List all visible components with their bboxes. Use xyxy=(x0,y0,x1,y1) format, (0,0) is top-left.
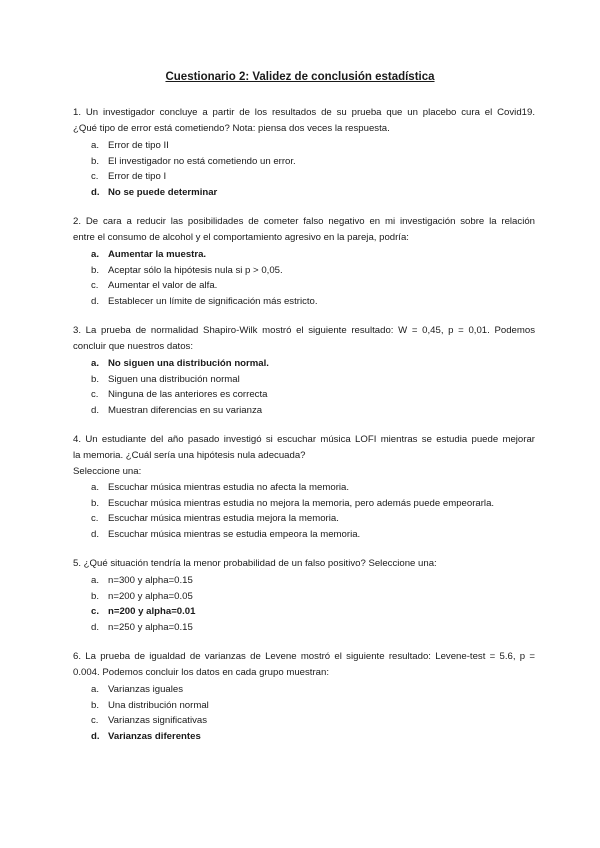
question-4-option-b[interactable]: b. Escuchar música mientras estudia no mejora la memoria, pero además puede empeorarla. xyxy=(91,498,495,509)
question-6-option-b[interactable]: b. Una distribución normal xyxy=(91,700,209,711)
question-2-option-b[interactable]: b. Aceptar sólo la hipótesis nula si p > 0,05. xyxy=(91,265,283,276)
question-5-option-c[interactable]: c. n=200 y alpha=0.01 xyxy=(91,606,196,617)
question-6-option-d[interactable]: d. Varianzas diferentes xyxy=(91,731,201,742)
question-4-option-c[interactable]: c. Escuchar música mientras estudia mejora la memoria. xyxy=(91,513,339,524)
question-4-line-2: la memoria. ¿Cuál sería una hipótesis nula adecuada? xyxy=(73,450,306,461)
question-3-option-c[interactable]: c. Ninguna de las anteriores es correcta xyxy=(91,389,268,400)
question-4-text xyxy=(73,432,535,480)
question-4-line-3: Seleccione una: xyxy=(73,466,142,477)
question-1-option-d[interactable]: d. No se puede determinar xyxy=(91,187,218,198)
question-1-option-b[interactable]: b. El investigador no está cometiendo un error. xyxy=(91,156,296,167)
question-2-line-1: 2. De cara a reducir las posibilidades de cometer falso negativo en mi investigación sobre la relación xyxy=(73,216,535,227)
question-1-option-a[interactable]: a. Error de tipo II xyxy=(91,140,169,151)
question-2-option-a[interactable]: a. Aumentar la muestra. xyxy=(91,249,207,260)
question-3-text xyxy=(73,323,535,355)
document-title: Cuestionario 2: Validez de conclusión estadística xyxy=(165,71,435,83)
question-5-line-1: 5. ¿Qué situación tendría la menor probabilidad de un falso positivo? Seleccione una: xyxy=(73,558,437,569)
question-4-line-1: 4. Un estudiante del año pasado investigó si escuchar música LOFI mientras se estudia puede mejorar xyxy=(73,434,535,445)
question-1-option-c[interactable]: c. Error de tipo I xyxy=(91,171,167,182)
question-3-option-a[interactable]: a. No siguen una distribución normal. xyxy=(91,358,269,369)
question-2-option-d[interactable]: d. Establecer un límite de significación más estricto. xyxy=(91,296,318,307)
question-1-line-1: 1. Un investigador concluye a partir de los resultados de su prueba que un placebo cura el Covid19. xyxy=(73,107,535,118)
question-2-line-2: entre el consumo de alcohol y el comportamiento agresivo en la pareja, podría: xyxy=(73,232,409,243)
question-1-text xyxy=(73,105,535,137)
question-6-option-a[interactable]: a. Varianzas iguales xyxy=(91,684,184,695)
question-6-text xyxy=(73,649,535,681)
question-6-line-2: 0.004. Podemos concluir los datos en cada grupo muestran: xyxy=(73,667,329,678)
question-2-option-c[interactable]: c. Aumentar el valor de alfa. xyxy=(91,280,218,291)
question-3-line-1: 3. La prueba de normalidad Shapiro-Wilk mostró el siguiente resultado: W = 0,45, p = 0,01. Podemos xyxy=(73,325,535,336)
question-5-option-d[interactable]: d. n=250 y alpha=0.15 xyxy=(91,622,193,633)
question-5-text xyxy=(73,556,535,572)
question-5-option-b[interactable]: b. n=200 y alpha=0.05 xyxy=(91,591,193,602)
question-6-line-1: 6. La prueba de igualdad de varianzas de Levene mostró el siguiente resultado: Levene-test = 5.6, p = xyxy=(73,651,535,662)
question-4-option-a[interactable]: a. Escuchar música mientras estudia no afecta la memoria. xyxy=(91,482,350,493)
question-1-line-2: ¿Qué tipo de error está cometiendo? Nota: piensa dos veces la respuesta. xyxy=(73,123,390,134)
question-3-option-b[interactable]: b. Siguen una distribución normal xyxy=(91,374,240,385)
question-6-option-c[interactable]: c. Varianzas significativas xyxy=(91,715,208,726)
question-3-option-d[interactable]: d. Muestran diferencias en su varianza xyxy=(91,405,263,416)
question-3-line-2: concluir que nuestros datos: xyxy=(73,341,193,352)
question-2-text xyxy=(73,214,535,246)
question-4-option-d[interactable]: d. Escuchar música mientras se estudia empeora la memoria. xyxy=(91,529,361,540)
question-5-option-a[interactable]: a. n=300 y alpha=0.15 xyxy=(91,575,193,586)
